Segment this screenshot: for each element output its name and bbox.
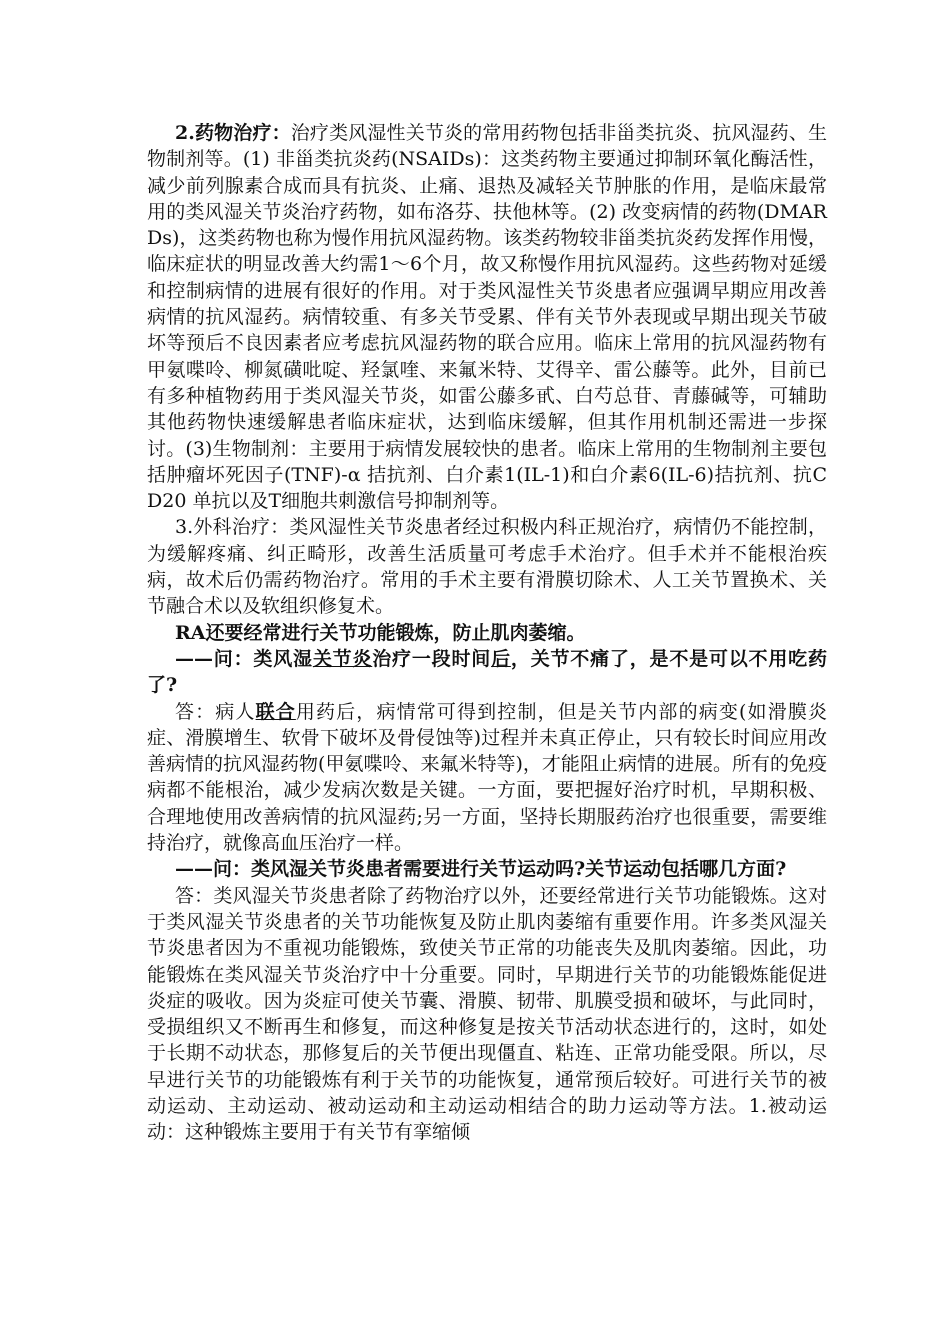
document-page (147, 120, 827, 1146)
qa1-question-suffix: ，关节不痛了，是不是可以不用吃药了? (147, 647, 827, 697)
qa1-question-prefix: ——问：类风湿 (175, 647, 313, 670)
section-drug-therapy-body: 治疗类风湿性关节炎的常用药物包括非甾类抗炎、抗风湿药、生物制剂等。(1) 非甾类抗炎药(NSAIDs)：这类药物主要通过抑制环氧化酶活性，减少前列腺素合成而具有抗炎、止痛、退热及减轻关节肿胀的作用，是临床最常用的类风湿关节炎治疗药物，如布洛芬、扶他林等。(2) 改变病情的药物(DMARDs)，这类药物也称为慢作用抗风湿药物。该类药物较非甾类抗炎药发挥作用慢，临床症状的明显改善大约需1～6个月，故又称慢作用抗风湿药。这些药物对延缓和控制病情的进展有很好的作用。对于类风湿性关节炎患者应强调早期应用改善病情的抗风湿药。病情较重、有多关节受累、伴有关节外表现或早期出现关节破坏等预后不良因素者应考虑抗风湿药物的联合应用。临床上常用的抗风湿药物有甲氨喋呤、柳氮磺吡啶、羟氯喹、来氟米特、艾得辛、雷公藤等。此外，目前已有多种植物药用于类风湿关节炎，如雷公藤多甙、白芍总苷、青藤碱等，可辅助其他药物快速缓解患者临床症状，达到临床缓解，但其作用机制还需进一步探讨。(3)生物制剂：主要用于病情发展较快的患者。临床上常用的生物制剂主要包括肿瘤坏死因子(TNF)-α 拮抗剂、白介素1(IL-1)和白介素6(IL-6)拮抗剂、抗CD20 单抗以及T细胞共刺激信号抑制剂等。 (147, 122, 827, 513)
qa1-answer (147, 699, 827, 857)
qa1-answer-body: 用药后，病情常可得到控制，但是关节内部的病变(如滑膜炎症、滑膜增生、软骨下破坏及骨侵蚀等)过程并未真正停止，只有较长时间应用改善病情的抗风湿药物(甲氨喋呤、来氟米特等)，才能阻止病情的进展。所有的免疫病都不能根治，减少发病次数是关键。一方面，要把握好治疗时机，早期积极、合理地使用改善病情的抗风湿药;另一方面，坚持长期服药治疗也很重要，需要维持治疗，就像高血压治疗一样。 (147, 700, 827, 855)
qa1-answer-prefix: 答：病人 (175, 700, 256, 723)
section-drug-therapy (147, 120, 827, 514)
section-drug-therapy-heading: 2.药物治疗： (175, 122, 291, 144)
qa1-question (147, 646, 827, 699)
qa2-answer: 答：类风湿关节炎患者除了药物治疗以外，还要经常进行关节功能锻炼。这对于类风湿关节炎患者的关节功能恢复及防止肌肉萎缩有重要作用。许多类风湿关节炎患者因为不重视功能锻炼，致使关节正常的功能丧失及肌肉萎缩。因此，功能锻炼在类风湿关节炎治疗中十分重要。同时，早期进行关节的功能锻炼能促进炎症的吸收。因为炎症可使关节囊、滑膜、韧带、肌膜受损和破坏，与此同时，受损组织又不断再生和修复，而这种修复是按关节活动状态进行的，这时，如处于长期不动状态，那修复后的关节便出现僵直、粘连、正常功能受限。所以，尽早进行关节的功能锻炼有利于关节的功能恢复，通常预后较好。可进行关节的被动运动、主动运动、被动运动和主动运动相结合的助力运动等方法。1.被动运动：这种锻炼主要用于有关节有挛缩倾 (147, 884, 827, 1144)
qa1-question-underlined-1: 关节炎 (312, 647, 373, 670)
qa1-answer-emphasis: 联合 (255, 700, 296, 723)
section-surgical-therapy: 3.外科治疗：类风湿性关节炎患者经过积极内科正规治疗，病情仍不能控制，为缓解疼痛、纠正畸形，改善生活质量可考虑手术治疗。但手术并不能根治疾病，故术后仍需药物治疗。常用的手术主要有滑膜切除术、人工关节置换术、关节融合术以及软组织修复术。 (147, 516, 827, 618)
ra-exercise-note: RA还要经常进行关节功能锻炼，防止肌肉萎缩。 (175, 621, 586, 644)
qa1-question-underlined-2: 后 (491, 647, 511, 670)
qa2-question: ——问：类风湿关节炎患者需要进行关节运动吗?关节运动包括哪几方面? (175, 858, 787, 881)
qa1-question-mid: 治疗一段时间 (372, 647, 492, 670)
